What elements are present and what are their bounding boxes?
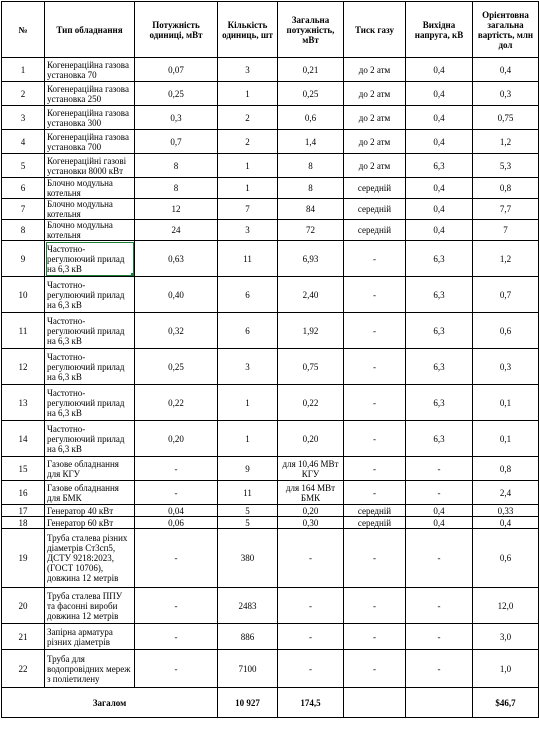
- unit-count-cell[interactable]: 7100: [218, 650, 278, 688]
- total-power-cell[interactable]: 0,22: [278, 385, 344, 421]
- estimated-cost-cell[interactable]: 7: [473, 220, 539, 241]
- total-power-cell[interactable]: 2,40: [278, 277, 344, 313]
- unit-power-cell[interactable]: 0,3: [135, 106, 218, 130]
- estimated-cost-cell[interactable]: 5,3: [473, 154, 539, 178]
- equipment-name-cell[interactable]: Газове обладнання для БМК: [45, 481, 135, 505]
- gas-pressure-cell[interactable]: середній: [344, 220, 406, 241]
- output-voltage-cell[interactable]: -: [406, 624, 473, 650]
- output-voltage-cell[interactable]: 6,3: [406, 421, 473, 457]
- row-number-cell[interactable]: 13: [2, 385, 45, 421]
- estimated-cost-cell[interactable]: 0,1: [473, 421, 539, 457]
- output-voltage-cell[interactable]: -: [406, 481, 473, 505]
- total-power-cell[interactable]: 1,92: [278, 313, 344, 349]
- unit-count-cell[interactable]: 1: [218, 178, 278, 199]
- table-row: [2, 82, 539, 106]
- estimated-cost-cell[interactable]: 2,4: [473, 481, 539, 505]
- unit-count-cell[interactable]: 7: [218, 199, 278, 220]
- header-cell[interactable]: Орієнтовна загальна вартість, млн дол: [473, 2, 539, 58]
- total-power-cell[interactable]: 0,75: [278, 349, 344, 385]
- table-row: [2, 385, 539, 421]
- total-power-cell[interactable]: -: [278, 624, 344, 650]
- gas-pressure-cell[interactable]: -: [344, 650, 406, 688]
- unit-count-cell[interactable]: 9: [218, 457, 278, 481]
- gas-pressure-cell[interactable]: до 2 атм: [344, 58, 406, 82]
- unit-power-cell[interactable]: 0,22: [135, 385, 218, 421]
- header-row: [2, 2, 539, 58]
- total-power-cell[interactable]: 8: [278, 178, 344, 199]
- equipment-name-cell[interactable]: Запірна арматура різних діаметрів: [45, 624, 135, 650]
- header-cell[interactable]: №: [2, 2, 45, 58]
- gas-pressure-cell[interactable]: -: [344, 349, 406, 385]
- unit-power-cell[interactable]: 0,20: [135, 421, 218, 457]
- unit-power-cell[interactable]: 0,63: [135, 241, 218, 277]
- equipment-name-cell[interactable]: Газове обладнання для КГУ: [45, 457, 135, 481]
- gas-pressure-cell[interactable]: -: [344, 385, 406, 421]
- row-number-cell[interactable]: 8: [2, 220, 45, 241]
- unit-power-cell[interactable]: 8: [135, 178, 218, 199]
- selected-cell[interactable]: Частотно-регулюючий прилад на 6,3 кВ: [45, 241, 135, 277]
- output-voltage-cell[interactable]: 0,4: [406, 58, 473, 82]
- gas-pressure-cell[interactable]: середній: [344, 178, 406, 199]
- unit-count-cell[interactable]: 3: [218, 220, 278, 241]
- table-row: [2, 529, 539, 588]
- unit-power-cell[interactable]: 0,25: [135, 349, 218, 385]
- equipment-name-cell[interactable]: Частотно-регулюючий прилад на 6,3 кВ: [45, 313, 135, 349]
- estimated-cost-cell[interactable]: 0,1: [473, 385, 539, 421]
- header-cell[interactable]: Потужність одиниці, мВт: [135, 2, 218, 58]
- total-power[interactable]: 174,5: [278, 688, 344, 718]
- equipment-name-cell[interactable]: Частотно-регулюючий прилад на 6,3 кВ: [45, 385, 135, 421]
- total-power-cell[interactable]: 6,93: [278, 241, 344, 277]
- equipment-name-cell[interactable]: Частотно-регулюючий прилад на 6,3 кВ: [45, 349, 135, 385]
- table-row: [2, 313, 539, 349]
- estimated-cost-cell[interactable]: 0,8: [473, 457, 539, 481]
- estimated-cost-cell[interactable]: 0,8: [473, 178, 539, 199]
- estimated-cost-cell[interactable]: 0,33: [473, 505, 539, 517]
- gas-pressure-cell[interactable]: -: [344, 457, 406, 481]
- output-voltage-cell[interactable]: 6,3: [406, 349, 473, 385]
- estimated-cost-cell[interactable]: 1,2: [473, 241, 539, 277]
- unit-count-cell[interactable]: 1: [218, 385, 278, 421]
- estimated-cost-cell[interactable]: 12,0: [473, 588, 539, 624]
- total-power-cell[interactable]: для 10,46 МВт КГУ: [278, 457, 344, 481]
- unit-power-cell[interactable]: -: [135, 529, 218, 588]
- gas-pressure-cell[interactable]: до 2 атм: [344, 82, 406, 106]
- unit-power-cell[interactable]: 0,40: [135, 277, 218, 313]
- unit-count-cell[interactable]: 1: [218, 421, 278, 457]
- table-row: [2, 154, 539, 178]
- unit-power-cell[interactable]: 0,7: [135, 130, 218, 154]
- header-cell[interactable]: Вихідна напруга, кВ: [406, 2, 473, 58]
- output-voltage-cell[interactable]: 0,4: [406, 220, 473, 241]
- gas-pressure-cell[interactable]: середній: [344, 199, 406, 220]
- output-voltage-cell[interactable]: -: [406, 588, 473, 624]
- unit-count-cell[interactable]: 11: [218, 481, 278, 505]
- table-row: [2, 106, 539, 130]
- equipment-name-cell[interactable]: Когенераційна газова установка 250: [45, 82, 135, 106]
- equipment-name-cell[interactable]: Блочно модульна котельня: [45, 220, 135, 241]
- estimated-cost-cell[interactable]: 0,6: [473, 529, 539, 588]
- output-voltage-cell[interactable]: 6,3: [406, 385, 473, 421]
- unit-power-cell[interactable]: 8: [135, 154, 218, 178]
- equipment-name-cell[interactable]: Когенераційна газова установка 700: [45, 130, 135, 154]
- unit-count-cell[interactable]: 3: [218, 58, 278, 82]
- empty-cell[interactable]: [406, 688, 473, 718]
- unit-power-cell[interactable]: 0,25: [135, 82, 218, 106]
- total-power-cell[interactable]: 0,30: [278, 517, 344, 529]
- header-cell[interactable]: Кількість одиниць, шт: [218, 2, 278, 58]
- table-row: [2, 130, 539, 154]
- estimated-cost-cell[interactable]: 0,3: [473, 349, 539, 385]
- table-row: [2, 517, 539, 529]
- total-power-cell[interactable]: -: [278, 529, 344, 588]
- row-number-cell[interactable]: 15: [2, 457, 45, 481]
- unit-count-cell[interactable]: 2: [218, 106, 278, 130]
- gas-pressure-cell[interactable]: середній: [344, 505, 406, 517]
- total-power-cell[interactable]: 0,25: [278, 82, 344, 106]
- gas-pressure-cell[interactable]: -: [344, 421, 406, 457]
- table-row: [2, 624, 539, 650]
- row-number-cell[interactable]: 17: [2, 505, 45, 517]
- equipment-name-cell[interactable]: Труба для водопровідних мереж з поліетилену: [45, 650, 135, 688]
- unit-power-cell[interactable]: -: [135, 624, 218, 650]
- total-power-cell[interactable]: для 164 МВт БМК: [278, 481, 344, 505]
- equipment-name-cell[interactable]: Частотно-регулюючий прилад на 6,3 кВ: [45, 421, 135, 457]
- unit-power-cell[interactable]: 0,32: [135, 313, 218, 349]
- gas-pressure-cell[interactable]: -: [344, 277, 406, 313]
- row-number-cell[interactable]: 4: [2, 130, 45, 154]
- unit-power-cell[interactable]: 0,07: [135, 58, 218, 82]
- table-row: [2, 457, 539, 481]
- fill-handle[interactable]: [131, 273, 135, 277]
- row-number-cell[interactable]: 21: [2, 624, 45, 650]
- gas-pressure-cell[interactable]: середній: [344, 517, 406, 529]
- row-number-cell[interactable]: 11: [2, 313, 45, 349]
- row-number-cell[interactable]: 14: [2, 421, 45, 457]
- equipment-table: [1, 1, 539, 718]
- total-power-cell[interactable]: -: [278, 588, 344, 624]
- row-number-cell[interactable]: 6: [2, 178, 45, 199]
- unit-count-cell[interactable]: 886: [218, 624, 278, 650]
- row-number-cell[interactable]: 20: [2, 588, 45, 624]
- header-cell[interactable]: Тип обладнання: [45, 2, 135, 58]
- gas-pressure-cell[interactable]: -: [344, 624, 406, 650]
- total-power-cell[interactable]: 0,20: [278, 421, 344, 457]
- table-row: [2, 588, 539, 624]
- table-row: [2, 241, 539, 277]
- gas-pressure-cell[interactable]: -: [344, 241, 406, 277]
- table-row: [2, 199, 539, 220]
- gas-pressure-cell[interactable]: до 2 атм: [344, 130, 406, 154]
- equipment-name-cell[interactable]: Генератор 40 кВт: [45, 505, 135, 517]
- output-voltage-cell[interactable]: -: [406, 650, 473, 688]
- unit-count-cell[interactable]: 6: [218, 277, 278, 313]
- row-number-cell[interactable]: 5: [2, 154, 45, 178]
- total-power-cell[interactable]: 0,6: [278, 106, 344, 130]
- unit-count-cell[interactable]: 2: [218, 130, 278, 154]
- output-voltage-cell[interactable]: 6,3: [406, 241, 473, 277]
- gas-pressure-cell[interactable]: -: [344, 313, 406, 349]
- header-cell[interactable]: Загальна потужність, мВт: [278, 2, 344, 58]
- output-voltage-cell[interactable]: -: [406, 457, 473, 481]
- output-voltage-cell[interactable]: 0,4: [406, 82, 473, 106]
- gas-pressure-cell[interactable]: -: [344, 529, 406, 588]
- equipment-name-cell[interactable]: Когенераційна газова установка 300: [45, 106, 135, 130]
- estimated-cost-cell[interactable]: 0,6: [473, 313, 539, 349]
- unit-power-cell[interactable]: 12: [135, 199, 218, 220]
- unit-count-cell[interactable]: 1: [218, 154, 278, 178]
- gas-pressure-cell[interactable]: -: [344, 481, 406, 505]
- total-power-cell[interactable]: 1,4: [278, 130, 344, 154]
- row-number-cell[interactable]: 10: [2, 277, 45, 313]
- estimated-cost-cell[interactable]: 0,7: [473, 277, 539, 313]
- unit-count-cell[interactable]: 2483: [218, 588, 278, 624]
- table-row: [2, 349, 539, 385]
- estimated-cost-cell[interactable]: 3,0: [473, 624, 539, 650]
- equipment-name-cell[interactable]: Генератор 60 кВт: [45, 517, 135, 529]
- table-row: [2, 505, 539, 517]
- row-number-cell[interactable]: 1: [2, 58, 45, 82]
- output-voltage-cell[interactable]: 0,4: [406, 199, 473, 220]
- estimated-cost-cell[interactable]: 0,4: [473, 58, 539, 82]
- total-power-cell[interactable]: 8: [278, 154, 344, 178]
- total-power-cell[interactable]: 72: [278, 220, 344, 241]
- output-voltage-cell[interactable]: -: [406, 529, 473, 588]
- output-voltage-cell[interactable]: 0,4: [406, 178, 473, 199]
- output-voltage-cell[interactable]: 0,4: [406, 505, 473, 517]
- row-number-cell[interactable]: 2: [2, 82, 45, 106]
- row-number-cell[interactable]: 12: [2, 349, 45, 385]
- table-row: [2, 277, 539, 313]
- total-label[interactable]: Загалом: [2, 688, 218, 718]
- gas-pressure-cell[interactable]: -: [344, 588, 406, 624]
- table-row: [2, 58, 539, 82]
- equipment-name-cell[interactable]: Блочно модульна котельня: [45, 178, 135, 199]
- unit-power-cell[interactable]: 0,06: [135, 517, 218, 529]
- output-voltage-cell[interactable]: 0,4: [406, 130, 473, 154]
- unit-count-cell[interactable]: 6: [218, 313, 278, 349]
- estimated-cost-cell[interactable]: 1,2: [473, 130, 539, 154]
- unit-power-cell[interactable]: -: [135, 457, 218, 481]
- unit-power-cell[interactable]: -: [135, 588, 218, 624]
- unit-count-cell[interactable]: 380: [218, 529, 278, 588]
- estimated-cost-cell[interactable]: 7,7: [473, 199, 539, 220]
- table-row: [2, 178, 539, 199]
- table-row: [2, 481, 539, 505]
- equipment-name-cell[interactable]: Блочно модульна котельня: [45, 199, 135, 220]
- total-power-cell[interactable]: 84: [278, 199, 344, 220]
- equipment-name-cell[interactable]: Труба сталева різних діаметрів Ст3сп5, ДСТУ 9218:2023, (ГОСТ 10706), довжина 12 метрів: [45, 529, 135, 588]
- table-row: [2, 421, 539, 457]
- total-cost[interactable]: $46,7: [473, 688, 539, 718]
- unit-count-cell[interactable]: 5: [218, 517, 278, 529]
- equipment-name-cell[interactable]: Труба сталева ППУ та фасонні вироби довжина 12 метрів: [45, 588, 135, 624]
- gas-pressure-cell[interactable]: до 2 атм: [344, 154, 406, 178]
- header-cell[interactable]: Тиск газу: [344, 2, 406, 58]
- total-power-cell[interactable]: -: [278, 650, 344, 688]
- row-number-cell[interactable]: 22: [2, 650, 45, 688]
- row-number-cell[interactable]: 7: [2, 199, 45, 220]
- table-row: [2, 220, 539, 241]
- equipment-name-cell[interactable]: Когенераційні газові установки 8000 кВт: [45, 154, 135, 178]
- row-number-cell[interactable]: 16: [2, 481, 45, 505]
- output-voltage-cell[interactable]: 6,3: [406, 154, 473, 178]
- estimated-cost-cell[interactable]: 0,4: [473, 517, 539, 529]
- row-number-cell[interactable]: 3: [2, 106, 45, 130]
- total-count[interactable]: 10 927: [218, 688, 278, 718]
- unit-power-cell[interactable]: 24: [135, 220, 218, 241]
- estimated-cost-cell[interactable]: 0,3: [473, 82, 539, 106]
- total-power-cell[interactable]: 0,20: [278, 505, 344, 517]
- unit-power-cell[interactable]: -: [135, 481, 218, 505]
- unit-power-cell[interactable]: -: [135, 650, 218, 688]
- row-number-cell[interactable]: 9: [2, 241, 45, 277]
- equipment-name-cell[interactable]: Частотно-регулюючий прилад на 6,3 кВ: [45, 277, 135, 313]
- estimated-cost-cell[interactable]: 0,75: [473, 106, 539, 130]
- total-power-cell[interactable]: 0,21: [278, 58, 344, 82]
- output-voltage-cell[interactable]: 0,4: [406, 106, 473, 130]
- empty-cell[interactable]: [344, 688, 406, 718]
- unit-power-cell[interactable]: 0,04: [135, 505, 218, 517]
- unit-count-cell[interactable]: 3: [218, 349, 278, 385]
- output-voltage-cell[interactable]: 0,4: [406, 517, 473, 529]
- row-number-cell[interactable]: 19: [2, 529, 45, 588]
- gas-pressure-cell[interactable]: до 2 атм: [344, 106, 406, 130]
- equipment-name-cell[interactable]: Когенераційна газова установка 70: [45, 58, 135, 82]
- output-voltage-cell[interactable]: 6,3: [406, 277, 473, 313]
- output-voltage-cell[interactable]: 6,3: [406, 313, 473, 349]
- unit-count-cell[interactable]: 1: [218, 82, 278, 106]
- unit-count-cell[interactable]: 5: [218, 505, 278, 517]
- unit-count-cell[interactable]: 11: [218, 241, 278, 277]
- total-row: [2, 688, 539, 718]
- row-number-cell[interactable]: 18: [2, 517, 45, 529]
- estimated-cost-cell[interactable]: 1,0: [473, 650, 539, 688]
- table-row: [2, 650, 539, 688]
